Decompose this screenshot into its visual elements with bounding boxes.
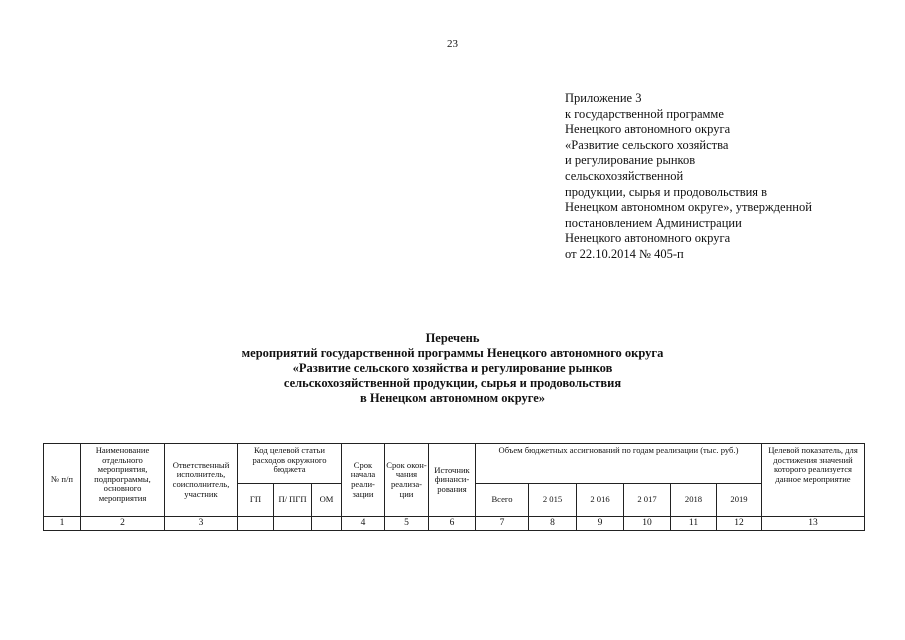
- appendix-line: «Развитие сельского хозяйства: [565, 137, 729, 152]
- header-year-2017: 2 017: [624, 484, 671, 517]
- header-code-pgp: П/ ПГП: [274, 484, 312, 517]
- column-number: 11: [671, 517, 717, 531]
- header-source: Источник финанси-рования: [429, 444, 476, 517]
- column-number: 4: [342, 517, 385, 531]
- appendix-line: Ненецкого автономного округа: [565, 231, 731, 246]
- column-number: 13: [762, 517, 865, 531]
- header-start: Срок начала реали-зации: [342, 444, 385, 517]
- header-name: Наименование отдельного мероприятия, подпрограммы, основного мероприятия: [81, 444, 165, 517]
- header-total: Всего: [476, 484, 529, 517]
- header-code-group: Код целевой статьи расходов окружного бюджета: [238, 444, 342, 484]
- column-number: 10: [624, 517, 671, 531]
- title-line: «Развитие сельского хозяйства и регулирование рынков: [292, 361, 613, 375]
- title-line: в Ненецком автономном округе»: [359, 391, 546, 405]
- page-number: 23: [447, 38, 458, 50]
- title-line: Перечень: [425, 331, 480, 345]
- header-year-2016: 2 016: [577, 484, 624, 517]
- column-number: 9: [577, 517, 624, 531]
- column-number: 8: [529, 517, 577, 531]
- column-number-row: [44, 517, 865, 531]
- column-number: 5: [385, 517, 429, 531]
- column-number: 2: [81, 517, 165, 531]
- appendix-line: сельскохозяйственной: [565, 168, 684, 183]
- header-year-2015: 2 015: [529, 484, 577, 517]
- appendix-line: к государственной программе: [565, 106, 724, 121]
- appendix-line: Приложение 3: [565, 91, 642, 105]
- title-line: мероприятий государственной программы Ненецкого автономного округа: [241, 346, 664, 360]
- appendix-line: и регулирование рынков: [565, 153, 696, 168]
- header-year-2018: 2018: [671, 484, 717, 517]
- header-executor: Ответственный исполнитель, соисполнитель, участник: [165, 444, 238, 517]
- appendix-block: [565, 91, 885, 263]
- header-indicator: Целевой показатель, для достижения значений которого реализуется данное мероприятие: [762, 444, 865, 517]
- column-number: 3: [165, 517, 238, 531]
- appendix-line: от 22.10.2014 № 405-п: [565, 246, 684, 261]
- document-title: [0, 331, 905, 406]
- header-num: № п/п: [44, 444, 81, 517]
- header-year-2019: 2019: [717, 484, 762, 517]
- title-line: сельскохозяйственной продукции, сырья и продовольствия: [283, 376, 622, 390]
- header-code-om: ОМ: [312, 484, 342, 517]
- column-number: [238, 517, 274, 531]
- column-number: 12: [717, 517, 762, 531]
- column-number: 7: [476, 517, 529, 531]
- appendix-line: Ненецком автономном округе», утвержденной: [565, 200, 812, 215]
- appendix-line: постановлением Администрации: [565, 215, 742, 230]
- header-volume-group: Объем бюджетных ассигнований по годам реализации (тыс. руб.): [476, 444, 762, 484]
- column-number: 6: [429, 517, 476, 531]
- appendix-line: Ненецкого автономного округа: [565, 122, 731, 137]
- header-code-gp: ГП: [238, 484, 274, 517]
- header-end: Срок окон-чания реализа-ции: [385, 444, 429, 517]
- column-number: 1: [44, 517, 81, 531]
- column-number: [312, 517, 342, 531]
- column-number: [274, 517, 312, 531]
- measures-table: [43, 443, 865, 531]
- appendix-line: продукции, сырья и продовольствия в: [565, 184, 768, 199]
